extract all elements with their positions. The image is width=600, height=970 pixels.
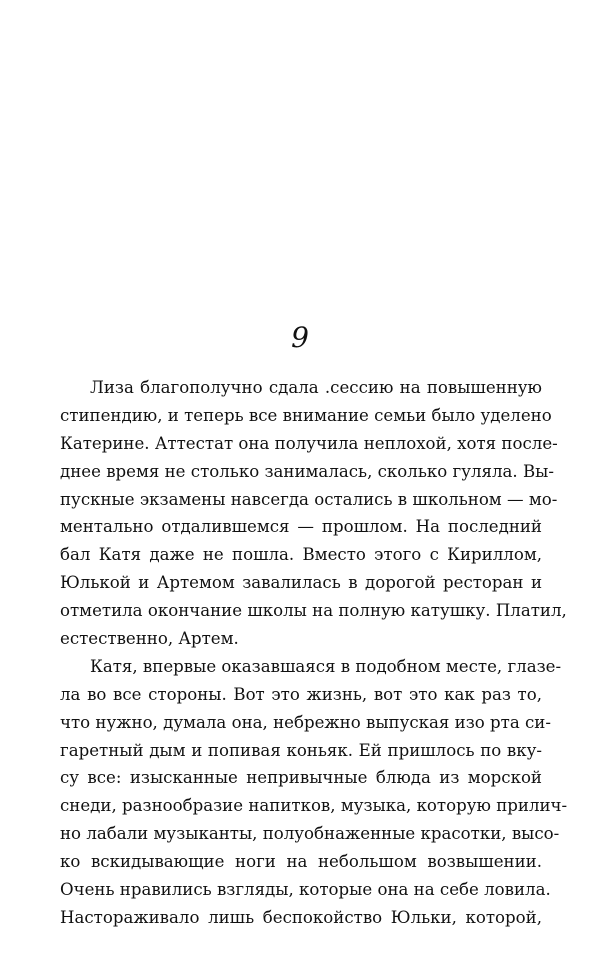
text-line: Катерине. Аттестат она получила неплохой, хотя после- xyxy=(60,433,558,453)
text-line: отметила окончание школы на полную катушку. Платил, xyxy=(60,601,567,621)
text-line: Лиза благополучно сдала .сессию на повышенную xyxy=(90,378,542,397)
text-line: естественно, Артем. xyxy=(60,629,239,649)
text-line: су все: изысканные непривычные блюда из морской xyxy=(60,768,542,788)
text-line: ментально отдалившемся — прошлом. На последний xyxy=(60,517,542,537)
text-line: Юлькой и Артемом завалилась в дорогой ресторан и xyxy=(60,573,542,593)
text-line: пускные экзамены навсегда остались в школьном — мо- xyxy=(60,489,558,509)
text-line: днее время не столько занималась, сколько гуляла. Вы- xyxy=(60,461,554,481)
chapter-text xyxy=(60,374,568,932)
text-line: ла во все стороны. Вот это жизнь, вот это как раз то, xyxy=(60,684,542,704)
text-line: ко вскидывающие ноги на небольшом возвышении. xyxy=(60,852,542,872)
text-line: что нужно, думала она, небрежно выпуская изо рта си- xyxy=(60,712,551,732)
text-line: Очень нравились взгляды, которые она на себе ловила. xyxy=(60,880,551,900)
text-line: стипендию, и теперь все внимание семьи было уделено xyxy=(60,405,552,425)
text-line: Катя, впервые оказавшаяся в подобном месте, глазе- xyxy=(90,656,562,676)
text-line: но лабали музыканты, полуобнаженные красотки, высо- xyxy=(60,824,560,844)
text-line: снеди, разнообразие напитков, музыка, которую прилич- xyxy=(60,796,568,816)
text-line: бал Катя даже не пошла. Вместо этого с Кириллом, xyxy=(60,545,542,565)
text-line: Настораживало лишь беспокойство Юльки, которой, xyxy=(60,907,542,927)
text-line: гаретный дым и попивая коньяк. Ей пришлось по вку- xyxy=(60,740,542,760)
chapter-number: 9 xyxy=(291,321,309,354)
